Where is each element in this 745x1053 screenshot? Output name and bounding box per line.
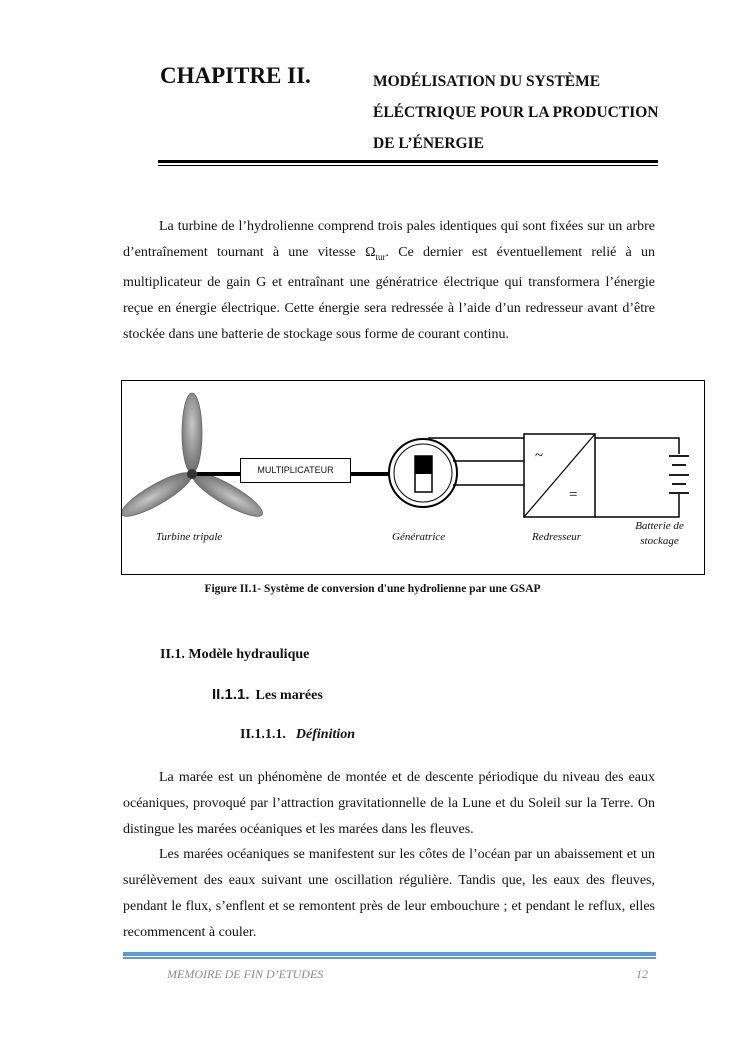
generator-icon <box>389 439 457 507</box>
generator-label: Génératrice <box>392 531 446 543</box>
subsection-heading <box>212 686 323 704</box>
footer-rule-thin <box>123 957 656 959</box>
wire-dc-negative <box>595 494 679 517</box>
omega-subscript: tur <box>375 251 386 262</box>
definition-paragraph: La marée est un phénomène de montée et de descente périodique du niveau des eaux océaniques, provoqué par l’attraction gravitationnelle de la Lune et du Soleil sur la Terre. On distingue les marées océaniques et les marées dans les fleuves. <box>123 770 655 837</box>
omega-symbol: Ω <box>365 245 376 260</box>
header-rule-thin <box>158 165 658 166</box>
figure-caption: Figure II.1- Système de conversion d'une hydrolienne par une GSAP <box>204 583 541 595</box>
chapter-number: CHAPITRE II. <box>160 63 311 88</box>
oceanic-tides-paragraph: Les marées océaniques se manifestent sur les côtes de l’océan par un abaissement et un surélèvement des eaux suivant une oscillation régulière. Tandis que, les eaux des fleuves, pendant le flux, s’enflent et se remontent près de leur embouchure ; et pendant le reflux, elles recommencent à couler. <box>123 847 655 940</box>
wire-dc-positive <box>595 438 679 454</box>
diagram-canvas <box>122 381 706 576</box>
intro-paragraph: La turbine de l’hydrolienne comprend trois pales identiques qui sont fixées sur un arbre d’entraînement tournant à une vitesse $\Omega_{tur}$. Ce dernier est éventuellement relié à un multiplicateur de gain G et entraînant une génératrice électrique qui transformera l’énergie reçue en énergie électrique. Cette énergie sera redressée à l’aide d’un redresseur avant d’être stockée dans une batterie de stockage sous forme de courant continu. <box>123 219 655 342</box>
subsection-number: II.1.1. <box>212 686 250 703</box>
subsubsection-number: II.1.1.1. <box>240 727 286 742</box>
header-rule-thick <box>158 160 658 163</box>
footer-title: MEMOIRE DE FIN D’ETUDES <box>167 967 324 981</box>
ac-symbol: ~ <box>535 448 544 464</box>
rectifier-icon <box>524 434 595 517</box>
section-heading: II.1. Modèle hydraulique <box>160 647 310 662</box>
footer-rule <box>123 952 656 956</box>
page-number: 12 <box>636 967 648 981</box>
chapter-title: MODÉLISATION DU SYSTÈME ÉLÉCTRIQUE POUR LA PRODUCTION DE L’ÉNERGIE <box>373 73 659 152</box>
rectifier-label: Redresseur <box>532 531 582 543</box>
dc-symbol: = <box>569 487 578 503</box>
turbine-label: Turbine tripale <box>156 531 223 543</box>
subsubsection-title: Définition <box>295 727 356 742</box>
battery-icon <box>669 456 689 493</box>
subsection-title: Les marées <box>255 688 323 703</box>
multiplier-box: MULTIPLICATEUR <box>240 458 351 483</box>
subsubsection-heading <box>240 727 355 743</box>
battery-label: Batterie de stockage <box>635 520 684 547</box>
figure-diagram <box>121 380 705 575</box>
